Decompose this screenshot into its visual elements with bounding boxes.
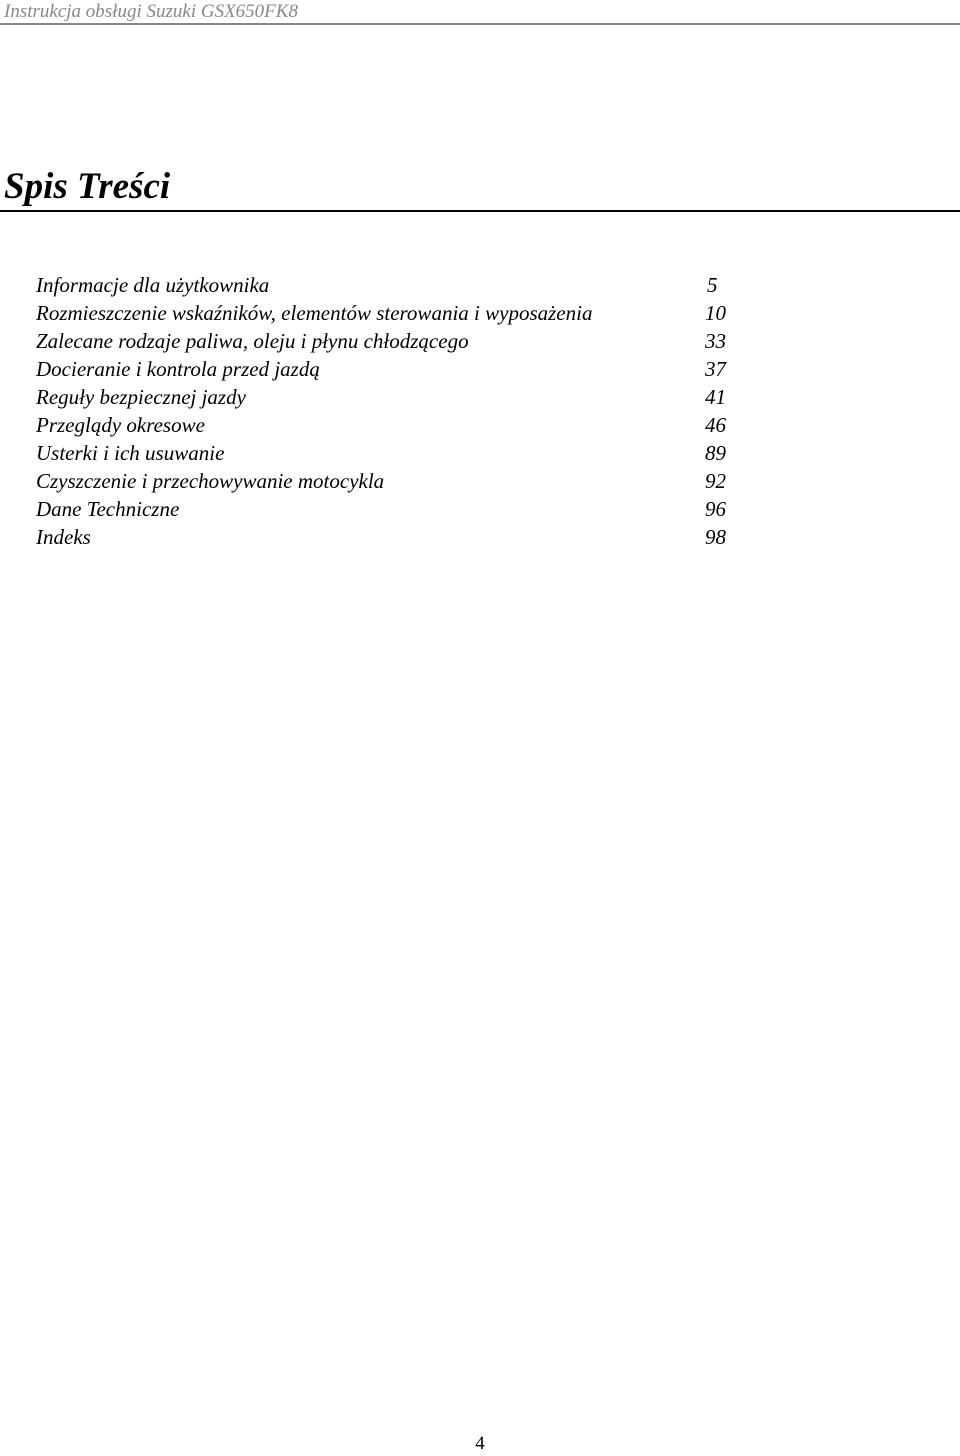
document-header: Instrukcja obsługi Suzuki GSX650FK8 bbox=[4, 1, 298, 22]
toc-entry-page: 10 bbox=[705, 301, 726, 325]
toc-entry-title: Informacje dla użytkownika bbox=[36, 273, 270, 297]
toc-entry[interactable] bbox=[36, 383, 736, 411]
toc-entry-page: 92 bbox=[705, 469, 726, 493]
toc-entry-title: Zalecane rodzaje paliwa, oleju i płynu chłodzącego bbox=[36, 329, 469, 353]
toc-entry-title: Indeks bbox=[36, 525, 91, 549]
toc-entry-title: Dane Techniczne bbox=[36, 497, 180, 521]
toc-entry-title: Rozmieszczenie wskaźników, elementów sterowania i wyposażenia bbox=[36, 301, 593, 325]
toc-entry-title: Przeglądy okresowe bbox=[36, 413, 205, 437]
toc-entry[interactable] bbox=[36, 523, 736, 551]
toc-entry[interactable] bbox=[36, 467, 736, 495]
toc-entry-page: 46 bbox=[705, 413, 726, 437]
toc-entry[interactable] bbox=[36, 439, 736, 467]
toc-entry-title: Czyszczenie i przechowywanie motocykla bbox=[36, 469, 385, 493]
toc-entry-page: 41 bbox=[705, 385, 726, 409]
toc-entry-page: 98 bbox=[705, 525, 726, 549]
toc-entry[interactable] bbox=[36, 327, 736, 355]
page-number: 4 bbox=[475, 1433, 485, 1454]
toc-entry-title: Reguły bezpiecznej jazdy bbox=[36, 385, 246, 409]
toc-entry[interactable] bbox=[36, 271, 736, 299]
page-title: Spis Treści bbox=[4, 166, 171, 207]
toc-entry[interactable] bbox=[36, 411, 736, 439]
toc-entry[interactable] bbox=[36, 299, 736, 327]
toc-entry[interactable] bbox=[36, 495, 736, 523]
toc-entry-title: Docieranie i kontrola przed jazdą bbox=[36, 357, 320, 381]
toc-entry-page: 96 bbox=[705, 497, 726, 521]
toc-entry-title: Usterki i ich usuwanie bbox=[36, 441, 225, 465]
toc-entry[interactable] bbox=[36, 355, 736, 383]
title-divider bbox=[0, 210, 960, 212]
toc-entry-page: 5 bbox=[707, 273, 718, 297]
table-of-contents bbox=[36, 271, 736, 551]
toc-entry-page: 89 bbox=[705, 441, 726, 465]
toc-entry-page: 33 bbox=[705, 329, 726, 353]
toc-entry-page: 37 bbox=[705, 357, 726, 381]
header-divider bbox=[0, 23, 960, 25]
